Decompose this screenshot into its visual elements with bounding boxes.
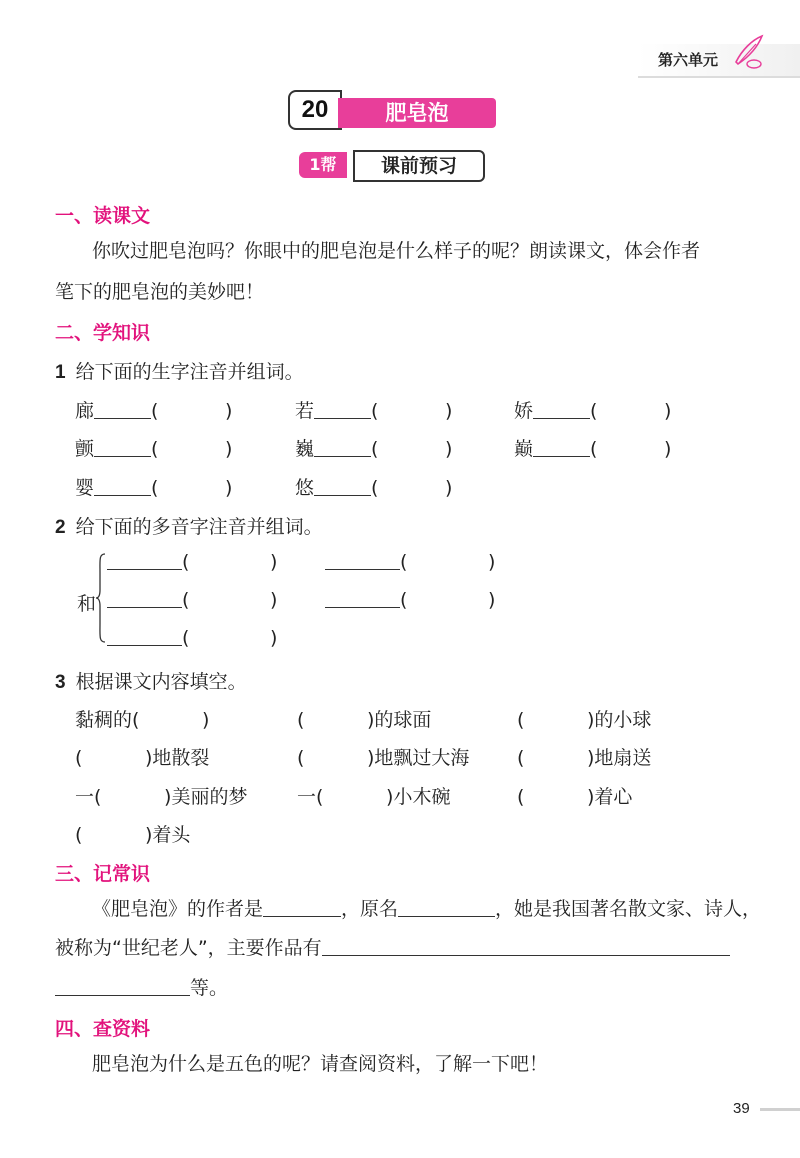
question-text: 给下面的多音字注音并组词。: [75, 516, 323, 538]
word-blank[interactable]: [314, 456, 371, 457]
char: 若: [295, 400, 315, 422]
char: 娇: [514, 400, 534, 422]
page-number: 39: [733, 1100, 750, 1117]
question-number: 2: [55, 517, 66, 538]
works-blank[interactable]: [322, 955, 730, 956]
item-text: 地扇送: [594, 747, 652, 769]
fill-item: ( )地散裂: [75, 747, 210, 769]
pinyin-blank[interactable]: (: [371, 400, 385, 422]
char: 婴: [75, 477, 95, 499]
page-rule: [760, 1108, 800, 1111]
question-text: 给下面的生字注音并组词。: [75, 361, 304, 383]
question-text: 根据课文内容填空。: [75, 671, 247, 693]
answer-blank[interactable]: (: [297, 747, 311, 769]
section-heading-3: 三、记常识: [55, 863, 151, 885]
text: 《肥皂泡》的作者是: [92, 898, 264, 920]
word-blank[interactable]: [314, 418, 371, 419]
item-text: 地飘过大海: [374, 747, 470, 769]
word-blank[interactable]: [107, 607, 182, 608]
unit-label: 第六单元: [658, 51, 719, 69]
word-blank[interactable]: [94, 418, 151, 419]
fill-item: 黏稠的( ): [75, 709, 210, 731]
char-item: 廊 ( ): [75, 400, 233, 422]
pinyin-blank[interactable]: (: [182, 627, 196, 649]
polyphone-char: 和: [77, 593, 97, 615]
polyphone-row: ( ): [107, 627, 277, 649]
char-item: 娇 ( ): [514, 400, 672, 422]
answer-blank[interactable]: (: [75, 824, 89, 846]
answer-blank[interactable]: (: [517, 747, 531, 769]
pinyin-blank[interactable]: (: [182, 589, 196, 611]
char-item: 巍 ( ): [295, 438, 453, 460]
word-blank[interactable]: [325, 607, 400, 608]
text: ，她是我国著名散文家、诗人，: [495, 898, 762, 920]
answer-blank[interactable]: (: [316, 786, 330, 808]
pinyin-blank[interactable]: (: [182, 551, 196, 573]
polyphone-row: ( ): [325, 589, 495, 611]
word-blank[interactable]: [107, 569, 182, 570]
paragraph-line: 肥皂泡为什么是五色的呢？请查阅资料，了解一下吧！: [92, 1053, 549, 1075]
char-item: 颤 ( ): [75, 438, 233, 460]
section-tag: 1帮: [299, 152, 347, 178]
answer-blank[interactable]: (: [297, 709, 311, 731]
answer-blank[interactable]: (: [75, 747, 89, 769]
answer-blank[interactable]: (: [132, 709, 146, 731]
answer-blank[interactable]: (: [94, 786, 108, 808]
pinyin-blank[interactable]: (: [371, 438, 385, 460]
question-1-title: [55, 357, 304, 384]
pinyin-blank[interactable]: (: [151, 438, 165, 460]
fill-item: ( )着头: [75, 824, 191, 846]
fill-item: ( )地扇送: [517, 747, 652, 769]
item-text: 地散裂: [152, 747, 210, 769]
pinyin-blank[interactable]: (: [400, 551, 414, 573]
char: 廊: [75, 400, 95, 422]
brace-icon: [95, 552, 107, 644]
item-text: 着头: [152, 824, 191, 846]
item-text: 黏稠的: [75, 709, 133, 731]
fill-item: ( )的小球: [517, 709, 652, 731]
pinyin-blank[interactable]: (: [590, 400, 604, 422]
section-subtitle: 课前预习: [353, 150, 485, 182]
word-blank[interactable]: [314, 495, 371, 496]
pinyin-blank[interactable]: (: [400, 589, 414, 611]
section-heading-2: 二、学知识: [55, 322, 151, 344]
fill-item: ( )地飘过大海: [297, 747, 470, 769]
word-blank[interactable]: [325, 569, 400, 570]
char-item: 若 ( ): [295, 400, 453, 422]
paragraph-line: [55, 936, 730, 960]
pinyin-blank[interactable]: (: [590, 438, 604, 460]
item-text: 小木碗: [393, 786, 451, 808]
polyphone-row: ( ): [107, 551, 277, 573]
word-blank[interactable]: [94, 456, 151, 457]
pinyin-blank[interactable]: (: [151, 477, 165, 499]
fill-item: 一( )小木碗: [297, 786, 451, 808]
question-3-title: [55, 667, 247, 694]
question-number: 1: [55, 362, 66, 383]
pinyin-blank[interactable]: (: [151, 400, 165, 422]
item-text: 的球面: [374, 709, 432, 731]
char: 颤: [75, 438, 95, 460]
paragraph-line: [92, 897, 761, 921]
section-heading-1: 一、读课文: [55, 205, 151, 227]
char-item: 巅 ( ): [514, 438, 672, 460]
lesson-number: 20: [288, 90, 342, 130]
answer-blank[interactable]: (: [517, 709, 531, 731]
author-blank[interactable]: [263, 916, 341, 917]
section-heading-4: 四、查资料: [55, 1018, 151, 1040]
fill-item: 一( )美丽的梦: [75, 786, 248, 808]
char-item: 婴 ( ): [75, 477, 233, 499]
paragraph-line: 你吹过肥皂泡吗？你眼中的肥皂泡是什么样子的呢？朗读课文，体会作者: [92, 240, 701, 262]
item-text: 美丽的梦: [171, 786, 248, 808]
answer-blank[interactable]: (: [517, 786, 531, 808]
text: ，原名: [341, 898, 399, 920]
item-text: 一: [75, 786, 95, 808]
lesson-title: 肥皂泡: [338, 98, 496, 128]
char-item: 悠 ( ): [295, 477, 453, 499]
item-text: 一: [297, 786, 317, 808]
item-text: 的小球: [594, 709, 652, 731]
char: 悠: [295, 477, 315, 499]
paragraph-line: 笔下的肥皂泡的美妙吧！: [55, 281, 265, 303]
question-number: 3: [55, 672, 66, 693]
works-blank-cont[interactable]: [55, 995, 190, 996]
word-blank[interactable]: [533, 418, 590, 419]
char: 巍: [295, 438, 315, 460]
word-blank[interactable]: [107, 645, 182, 646]
text: 等。: [190, 977, 229, 999]
word-blank[interactable]: [94, 495, 151, 496]
question-2-title: [55, 512, 323, 539]
fill-item: ( )着心: [517, 786, 633, 808]
word-blank[interactable]: [533, 456, 590, 457]
paragraph-line: [55, 976, 228, 1000]
text: 被称为“世纪老人”，主要作品有: [55, 937, 322, 959]
polyphone-row: ( ): [325, 551, 495, 573]
polyphone-row: ( ): [107, 589, 277, 611]
pinyin-blank[interactable]: (: [371, 477, 385, 499]
fill-item: ( )的球面: [297, 709, 432, 731]
item-text: 着心: [594, 786, 633, 808]
char: 巅: [514, 438, 534, 460]
quill-icon: [730, 34, 766, 70]
real-name-blank[interactable]: [398, 916, 495, 917]
